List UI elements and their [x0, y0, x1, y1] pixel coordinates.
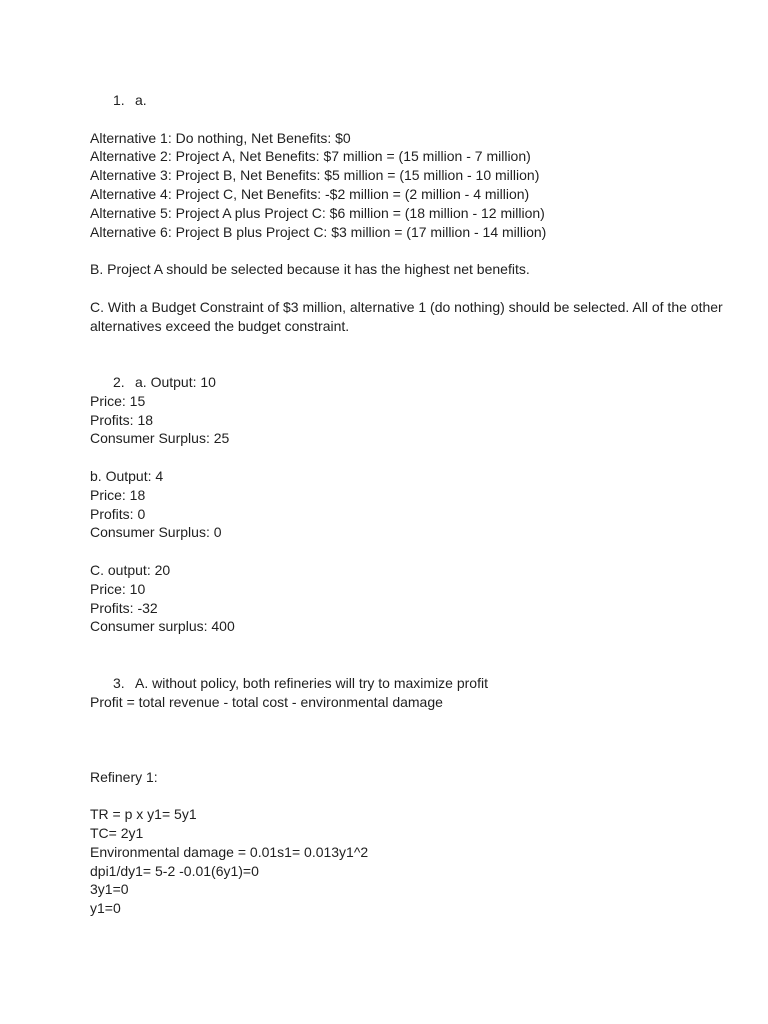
q1-alternative-1: Alternative 1: Do nothing, Net Benefits: $0: [90, 129, 351, 146]
q1-number: 1.: [113, 92, 125, 108]
q2-part-b-price: Price: 18: [90, 486, 146, 503]
q1-alternative-4: Alternative 4: Project C, Net Benefits: -$2 million = (2 million - 4 million): [90, 185, 530, 202]
q2-part-c-price: Price: 10: [90, 580, 146, 597]
q2-part-a-price: Price: 15: [90, 392, 146, 409]
q3-work-line-tr: TR = p x y1= 5y1: [90, 806, 197, 823]
q2-part-b-consumer-surplus: Consumer Surplus: 0: [90, 524, 222, 541]
q1-alternative-2: Alternative 2: Project A, Net Benefits: $7 million = (15 million - 7 million): [90, 148, 531, 165]
q1-part-a-label: a.: [135, 92, 147, 108]
q1-alternative-3: Alternative 3: Project B, Net Benefits: $5 million = (15 million - 10 million): [90, 167, 540, 184]
q3-work-line-y1: y1=0: [90, 900, 121, 917]
q2-heading: [90, 373, 730, 392]
q1-alternative-6: Alternative 6: Project B plus Project C: $3 million = (17 million - 14 million): [90, 223, 547, 240]
q3-work-line-env-damage: Environmental damage = 0.01s1= 0.013y1^2: [90, 843, 369, 860]
q1-part-c: C. With a Budget Constraint of $3 million, alternative 1 (do nothing) should be selected. All of the other alternatives exceed the budget constraint.: [90, 298, 723, 334]
q2-part-a-profits: Profits: 18: [90, 411, 154, 428]
q2-part-c-output: C. output: 20: [90, 561, 171, 578]
q2-part-b-profits: Profits: 0: [90, 505, 146, 522]
q3-profit-definition: Profit = total revenue - total cost - environmental damage: [90, 693, 443, 710]
q2-part-a-output: a. Output: 10: [135, 373, 216, 390]
q3-number: 3.: [113, 674, 125, 691]
q1-heading: [90, 91, 730, 110]
q3-work-line-derivative: dpi1/dy1= 5-2 -0.01(6y1)=0: [90, 862, 259, 879]
q3-part-a-intro: A. without policy, both refineries will try to maximize profit: [135, 674, 488, 691]
q1-alternative-5: Alternative 5: Project A plus Project C: $6 million = (18 million - 12 million): [90, 204, 545, 221]
q1-part-b: B. Project A should be selected because it has the highest net benefits.: [90, 261, 530, 278]
q3-work-line-tc: TC= 2y1: [90, 825, 144, 842]
q2-part-b-output: b. Output: 4: [90, 467, 164, 484]
q2-part-a-consumer-surplus: Consumer Surplus: 25: [90, 430, 230, 447]
q2-part-c-consumer-surplus: Consumer surplus: 400: [90, 618, 235, 635]
document-body: [90, 91, 730, 918]
q3-work-line-3y1: 3y1=0: [90, 881, 129, 898]
q2-part-c-profits: Profits: -32: [90, 599, 158, 616]
q3-heading: [90, 674, 730, 693]
q2-number: 2.: [113, 373, 125, 390]
q3-refinery-heading: Refinery 1:: [90, 768, 158, 785]
